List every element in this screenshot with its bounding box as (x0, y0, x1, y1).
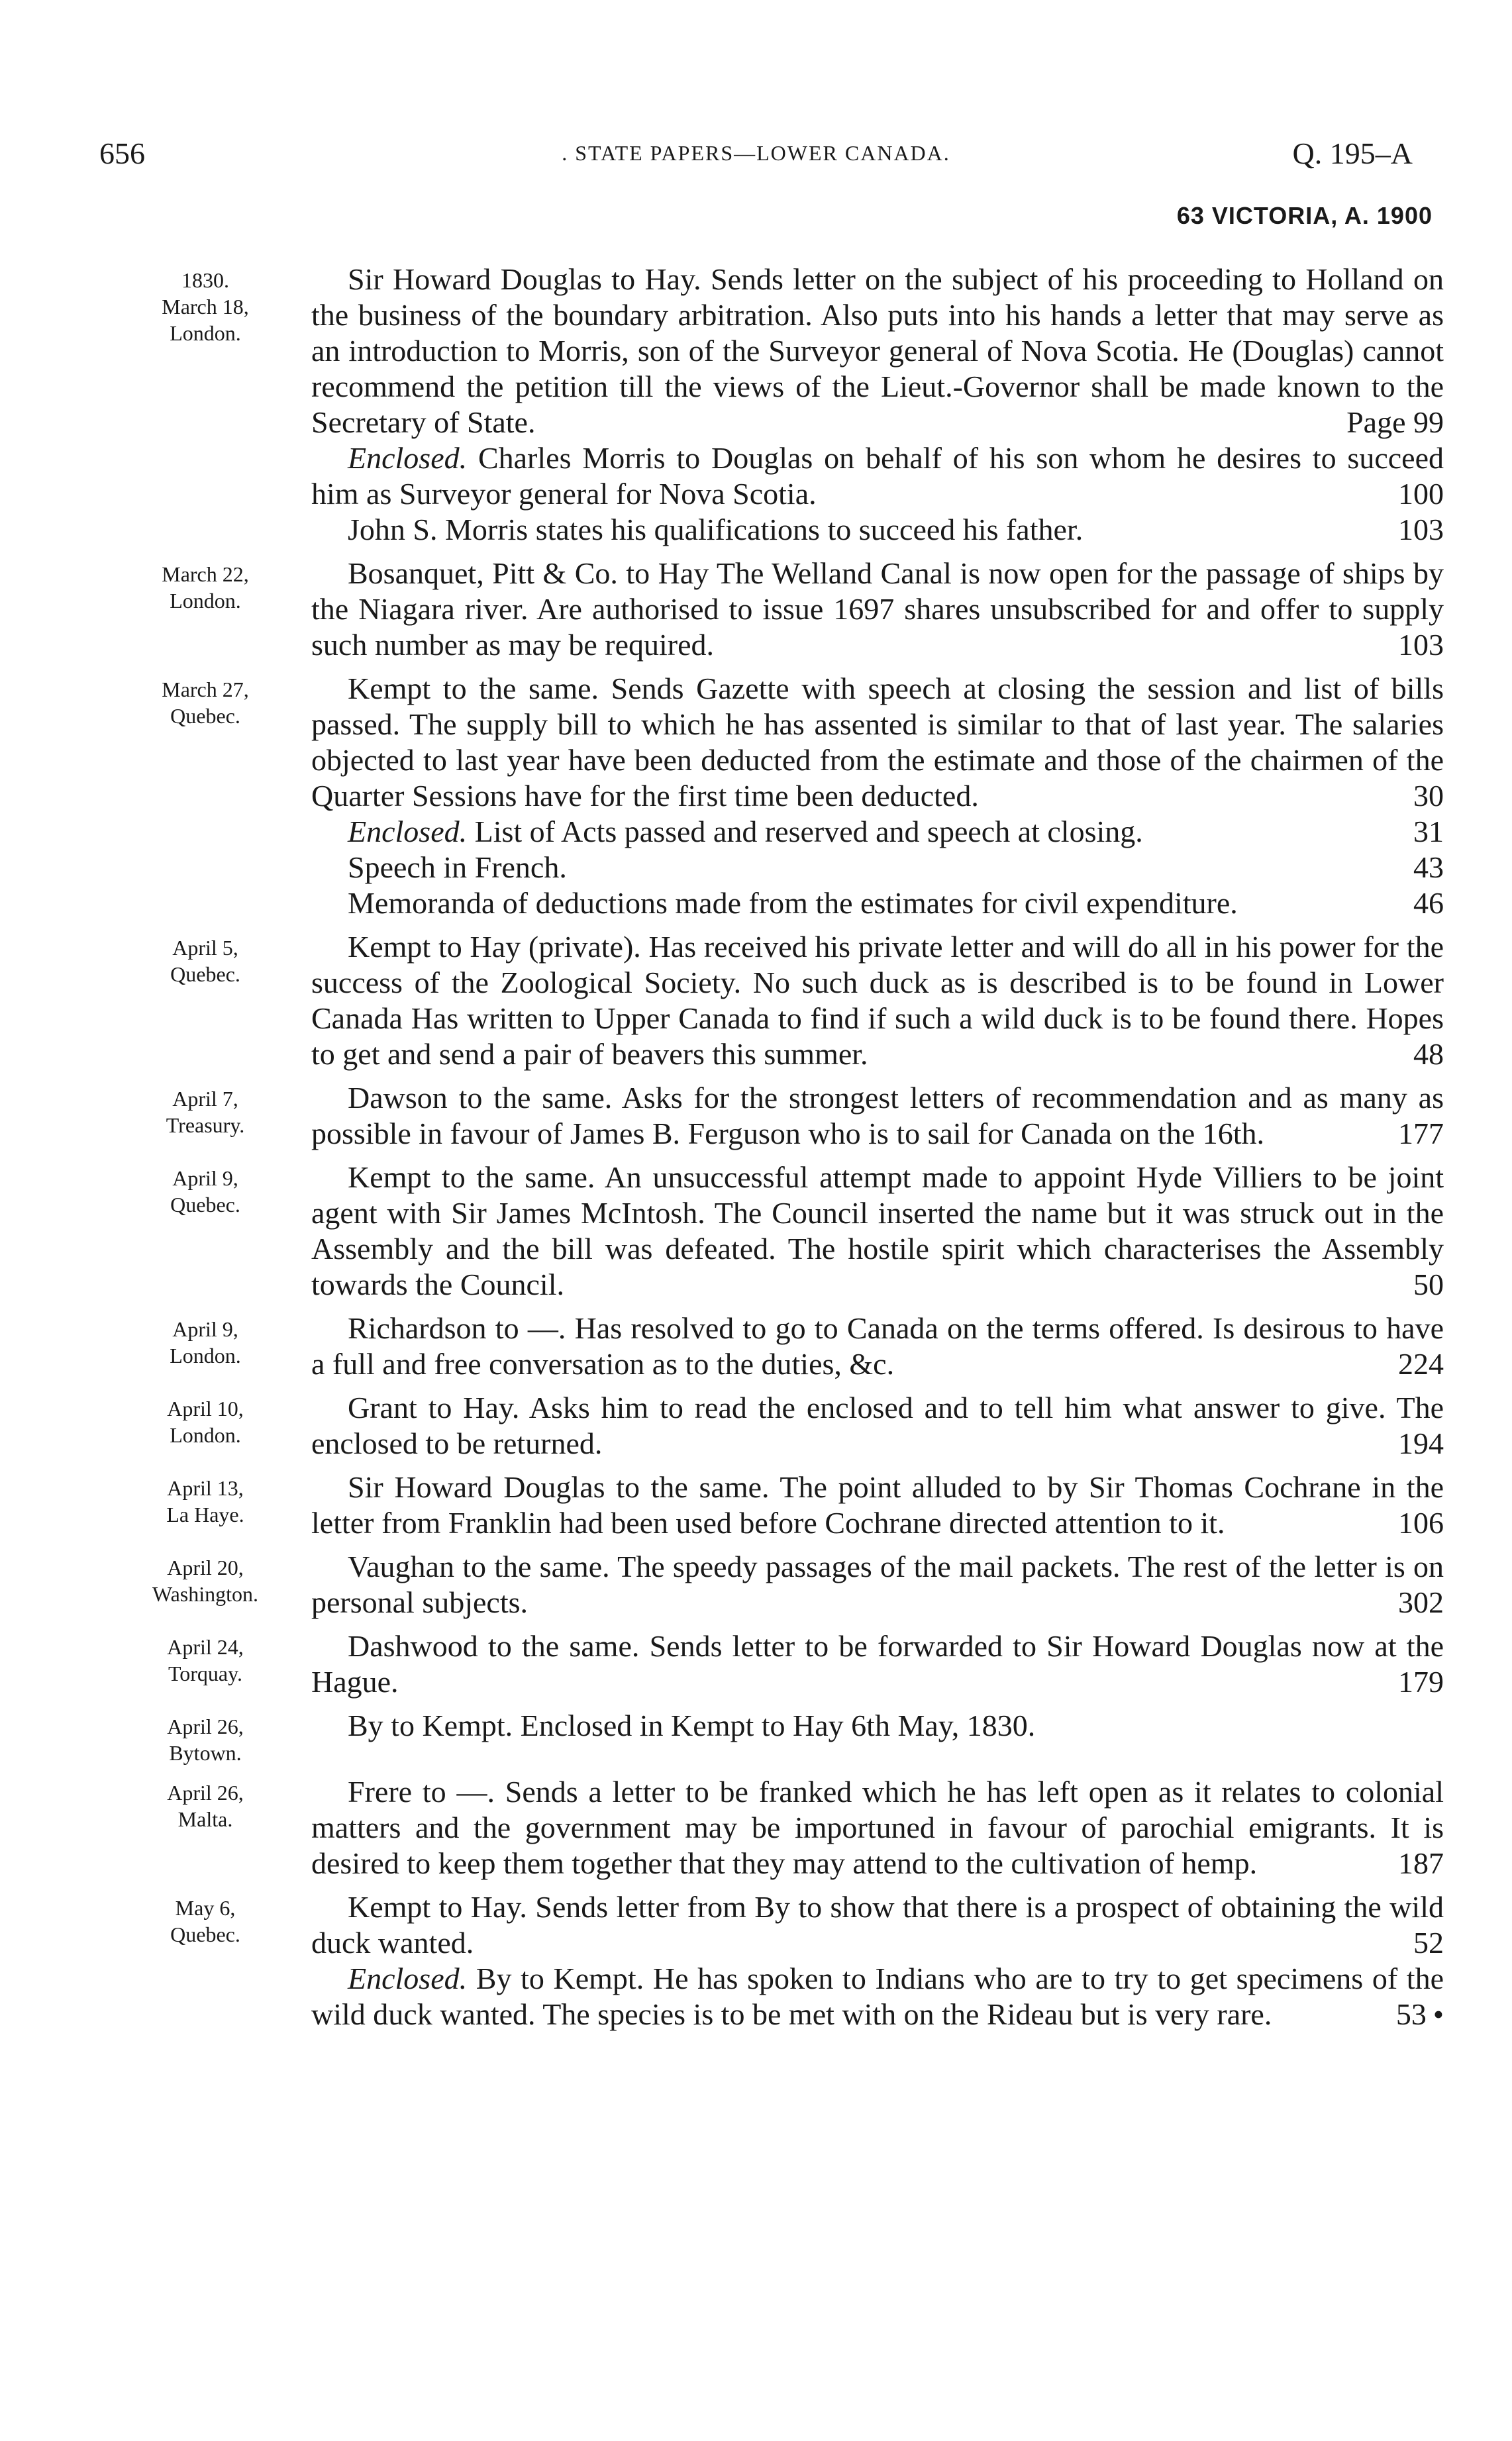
page-number: 656 (99, 136, 145, 170)
entry-paragraph (311, 1390, 1444, 1462)
entry-date-line: May 6, (175, 1896, 236, 1920)
entry-date (99, 671, 311, 729)
entry-date (99, 1080, 311, 1138)
entry-text: Memoranda of deductions made from the estimates for civil expenditure. (348, 886, 1238, 920)
entry-date-line: April 5, (172, 936, 238, 960)
entry-date-line: Treasury. (166, 1113, 245, 1137)
entry-date-line: April 9, (172, 1166, 238, 1190)
calendar-entry (99, 1390, 1444, 1462)
page-reference: 179 (1398, 1665, 1444, 1699)
entry-body (311, 1160, 1444, 1303)
enclosed-label: Enclosed. (348, 1962, 468, 1995)
entry-body (311, 262, 1444, 548)
calendar-entry (99, 1889, 1444, 2032)
entry-paragraph (311, 671, 1444, 814)
entry-text: By to Kempt. Enclosed in Kempt to Hay 6th May, 1830. (348, 1709, 1036, 1742)
entry-date-line: 1830. (181, 268, 229, 292)
entry-text: Frere to —. Sends a letter to be franked which he has left open as it relates to colonial matters and the government may be importuned in favour of parochial emigrants. It is desired to keep them together that they may attend to the cultivation of hemp. (311, 1775, 1444, 1880)
entry-date-line: London. (170, 1423, 241, 1447)
entry-date-line: London. (170, 1344, 241, 1368)
entry-date (99, 1470, 311, 1528)
entry-text: Sir Howard Douglas to the same. The point alluded to by Sir Thomas Cochrane in the letter from Franklin had been used before Cochrane directed attention to it. (311, 1470, 1444, 1540)
entry-date-line: Torquay. (168, 1662, 243, 1685)
calendar-entry (99, 556, 1444, 663)
entry-paragraph (311, 1549, 1444, 1620)
entry-date-line: March 27, (162, 677, 249, 701)
page-reference: 302 (1398, 1585, 1444, 1619)
entry-body (311, 1470, 1444, 1541)
session-line: 63 VICTORIA, A. 1900 (1176, 202, 1433, 229)
entry-body (311, 1549, 1444, 1620)
entry-paragraph (311, 1080, 1444, 1152)
entry-date-line: Quebec. (170, 1193, 240, 1217)
enclosed-label: Enclosed. (348, 441, 468, 475)
entry-paragraph (311, 929, 1444, 1072)
entry-date (99, 1160, 311, 1218)
entry-date-line: April 26, (167, 1715, 244, 1738)
page-reference: 224 (1398, 1347, 1444, 1381)
entry-date-line: April 26, (167, 1781, 244, 1805)
entry-text: By to Kempt. He has spoken to Indians who are to try to get specimens of the wild duck wanted. The species is to be met with on the Rideau but is very rare. (311, 1962, 1444, 2031)
entry-date (99, 1708, 311, 1766)
enclosed-label: Enclosed. (348, 815, 468, 848)
entry-date (99, 929, 311, 987)
entry-date (99, 1889, 311, 1948)
entry-paragraph (311, 556, 1444, 663)
entry-date-line: Quebec. (170, 962, 240, 986)
entry-text: Kempt to Hay. Sends letter from By to show that there is a prospect of obtaining the wild duck wanted. (311, 1890, 1444, 1960)
entry-paragraph (311, 1889, 1444, 1961)
entry-date (99, 556, 311, 614)
page-reference: 177 (1398, 1117, 1444, 1150)
entry-date-line: La Haye. (166, 1503, 244, 1526)
entry-body (311, 671, 1444, 921)
calendar-entry (99, 1774, 1444, 1881)
entry-text: Grant to Hay. Asks him to read the enclosed and to tell him what answer to give. The enclosed to be returned. (311, 1391, 1444, 1460)
page-reference: 103 (1398, 628, 1444, 662)
entry-paragraph (311, 1961, 1444, 2032)
end-mark: • (1433, 1997, 1444, 2031)
calendar-entry (99, 1708, 1444, 1766)
page-reference: 100 (1398, 477, 1444, 511)
page-reference: Page 99 (1346, 405, 1444, 439)
calendar-entries (99, 262, 1444, 2040)
entry-paragraph (311, 1311, 1444, 1382)
calendar-entry (99, 1080, 1444, 1152)
entry-date (99, 1774, 311, 1832)
entry-date-line: Quebec. (170, 1922, 240, 1946)
calendar-entry (99, 1470, 1444, 1541)
running-title: . STATE PAPERS—LOWER CANADA. (562, 141, 950, 165)
document-reference: Q. 195–A (1292, 136, 1413, 170)
entry-text: Richardson to —. Has resolved to go to Canada on the terms offered. Is desirous to have a full and free conversation as to the duties, &c. (311, 1311, 1444, 1381)
page-reference: 43 (1413, 850, 1444, 884)
entry-text: Kempt to Hay (private). Has received his private letter and will do all in his power for the success of the Zoological Society. No such duck as is described is to be found in Lower Canada Has written to Upper Canada to find if such a wild duck is to be found there. Hopes to get and send a pair of beavers this summer. (311, 930, 1444, 1071)
entry-paragraph (311, 885, 1444, 921)
calendar-entry (99, 1311, 1444, 1382)
entry-date-line: March 22, (162, 562, 249, 586)
entry-text: Charles Morris to Douglas on behalf of his son whom he desires to succeed him as Surveyor general for Nova Scotia. (311, 441, 1444, 511)
entry-text: Kempt to the same. An unsuccessful attempt made to appoint Hyde Villiers to be joint agent with Sir James McIntosh. The Council inserted the name but it was struck out in the Assembly and the bill was defeated. The hostile spirit which characterises the Assembly towards the Council. (311, 1160, 1444, 1301)
entry-date-line: April 7, (172, 1087, 238, 1111)
calendar-entry (99, 671, 1444, 921)
entry-text: Sir Howard Douglas to Hay. Sends letter on the subject of his proceeding to Holland on the business of the boundary arbitration. Also puts into his hands a letter that may serve as an introduction to Morris, son of the Surveyor general of Nova Scotia. He (Douglas) cannot recommend the petition till the views of the Lieut.-Governor shall be made known to the Secretary of State. (311, 262, 1444, 439)
entry-date-line: April 20, (167, 1556, 244, 1579)
entry-paragraph (311, 512, 1444, 548)
entry-paragraph (311, 850, 1444, 885)
page-reference: 187 (1398, 1846, 1444, 1880)
entry-date-line: London. (170, 589, 241, 613)
entry-date-line: April 13, (167, 1476, 244, 1500)
page-reference: 106 (1398, 1506, 1444, 1540)
entry-text: Bosanquet, Pitt & Co. to Hay The Welland Canal is now open for the passage of ships by the Niagara river. Are authorised to issue 1697 shares unsubscribed for and offer to supply such number as may be required. (311, 556, 1444, 662)
entry-paragraph (311, 814, 1444, 850)
entry-text: Dashwood to the same. Sends letter to be forwarded to Sir Howard Douglas now at the Hague. (311, 1629, 1444, 1699)
entry-paragraph (311, 1470, 1444, 1541)
entry-text: John S. Morris states his qualifications to succeed his father. (348, 513, 1084, 546)
entry-body (311, 1311, 1444, 1382)
page-reference: 30 (1413, 779, 1444, 813)
entry-body (311, 1708, 1444, 1744)
entry-paragraph (311, 1628, 1444, 1700)
page-reference: 48 (1413, 1037, 1444, 1071)
entry-body (311, 1080, 1444, 1152)
page-reference: 194 (1398, 1426, 1444, 1460)
entry-text: Kempt to the same. Sends Gazette with speech at closing the session and list of bills passed. The supply bill to which he has assented is similar to that of last year. The salaries objected to last year have been deducted from the estimate and those of the chairmen of the Quarter Sessions have for the first time been deducted. (311, 672, 1444, 813)
calendar-entry (99, 1628, 1444, 1700)
entry-date (99, 1311, 311, 1369)
entry-text: Speech in French. (348, 850, 567, 884)
entry-date (99, 262, 311, 346)
entry-date-line: April 10, (167, 1397, 244, 1420)
calendar-entry (99, 262, 1444, 548)
page-reference: 50 (1413, 1268, 1444, 1301)
entry-date-line: Washington. (152, 1582, 259, 1606)
entry-body (311, 929, 1444, 1072)
page-reference: 103 (1398, 513, 1444, 546)
page-reference: 31 (1413, 815, 1444, 848)
entry-body (311, 1628, 1444, 1700)
entry-date (99, 1390, 311, 1448)
page-reference: 46 (1413, 886, 1444, 920)
entry-date-line: Malta. (177, 1807, 233, 1831)
entry-body (311, 556, 1444, 663)
entry-date-line: London. (170, 321, 241, 345)
calendar-entry (99, 929, 1444, 1072)
entry-date-line: Quebec. (170, 704, 240, 728)
calendar-entry (99, 1549, 1444, 1620)
page-reference: 53 • (1395, 1997, 1444, 2031)
entry-date-line: April 24, (167, 1635, 244, 1659)
entry-date (99, 1628, 311, 1687)
entry-text: Vaughan to the same. The speedy passages of the mail packets. The rest of the letter is on personal subjects. (311, 1550, 1444, 1619)
entry-paragraph (311, 262, 1444, 440)
entry-paragraph (311, 1708, 1444, 1744)
entry-text: Dawson to the same. Asks for the strongest letters of recommendation and as many as possible in favour of James B. Ferguson who is to sail for Canada on the 16th. (311, 1081, 1444, 1150)
running-head (99, 136, 1413, 182)
entry-body (311, 1889, 1444, 2032)
entry-paragraph (311, 440, 1444, 512)
entry-paragraph (311, 1160, 1444, 1303)
entry-paragraph (311, 1774, 1444, 1881)
calendar-entry (99, 1160, 1444, 1303)
entry-date-line: March 18, (162, 295, 249, 319)
page-reference: 52 (1413, 1926, 1444, 1960)
entry-date-line: April 9, (172, 1317, 238, 1341)
entry-text: List of Acts passed and reserved and speech at closing. (467, 815, 1143, 848)
entry-body (311, 1774, 1444, 1881)
entry-date (99, 1549, 311, 1607)
entry-date-line: Bytown. (169, 1741, 242, 1765)
entry-body (311, 1390, 1444, 1462)
